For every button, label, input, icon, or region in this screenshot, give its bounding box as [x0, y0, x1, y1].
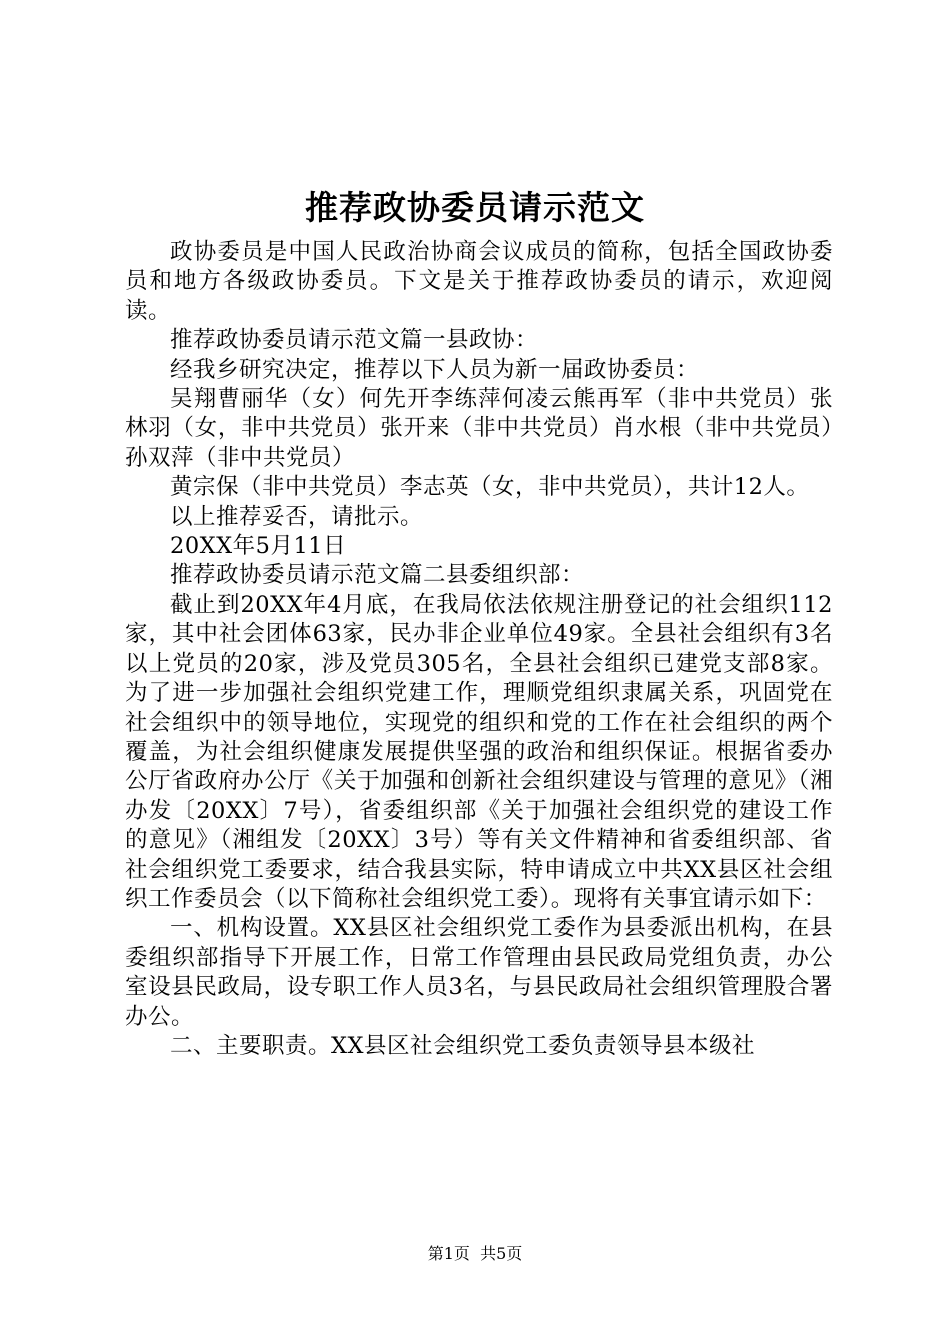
paragraph-background: 截止到20XX年4月底，在我局依法依规注册登记的社会组织112家，其中社会团体63家，民办非企业单位49家。全县社会组织有3名以上党员的20家，涉及党员305名，全县社会组织已建党支部8家。为了进一步加强社会组织党建工作，理顺党组织隶属关系，巩固党在社会组织中的领导地位，实现党的组织和党的工作在社会组织的两个覆盖，为社会组织健康发展提供坚强的政治和组织保证。根据省委办公厅省政府办公厅《关于加强和创新社会组织建设与管理的意见》（湘办发〔20XX〕7号），省委组织部《关于加强社会组织党的建设工作的意见》（湘组发〔20XX〕3号）等有关文件精神和省委组织部、省社会组织党工委要求，结合我县实际，特申请成立中共XX县区社会组织工作委员会（以下简称社会组织党工委）。现将有关事宜请示如下： [125, 591, 833, 912]
paragraph-salutation-2: 推荐政协委员请示范文篇二县委组织部： [170, 562, 585, 589]
paragraph-decision: 经我乡研究决定，推荐以下人员为新一届政协委员： [170, 356, 700, 383]
paragraph-nominee-list: 吴翔曹丽华（女）何先开李练萍何凌云熊再军（非中共党员）张林羽（女，非中共党员）张开来（非中共党员）肖水根（非中共党员）孙双萍（非中共党员） [125, 386, 833, 471]
paragraph-section-2: 二、主要职责。XX县区社会组织党工委负责领导县本级社 [170, 1032, 756, 1059]
paragraph-salutation-1: 推荐政协委员请示范文篇一县政协： [170, 327, 539, 354]
page-total: 共5页 [480, 1244, 523, 1263]
paragraph-request: 以上推荐妥否，请批示。 [170, 503, 424, 530]
document-title: 推荐政协委员请示范文 [305, 188, 645, 227]
paragraph-section-1: 一、机构设置。XX县区社会组织党工委作为县委派出机构，在县委组织部指导下开展工作，日常工作管理由县民政局党组负责，办公室设县民政局，设专职工作人员3名，与县民政局社会组织管理股合署办公。 [125, 915, 833, 1030]
page-footer [0, 1244, 950, 1264]
paragraph-date: 20XX年5月11日 [170, 533, 347, 560]
page-number: 第1页 [427, 1244, 470, 1263]
document-body [125, 238, 833, 1061]
paragraph-nominee-total: 黄宗保（非中共党员）李志英（女，非中共党员），共计12人。 [170, 474, 810, 501]
paragraph-intro: 政协委员是中国人民政治协商会议成员的简称，包括全国政协委员和地方各级政协委员。下文是关于推荐政协委员的请示，欢迎阅读。 [125, 239, 833, 324]
